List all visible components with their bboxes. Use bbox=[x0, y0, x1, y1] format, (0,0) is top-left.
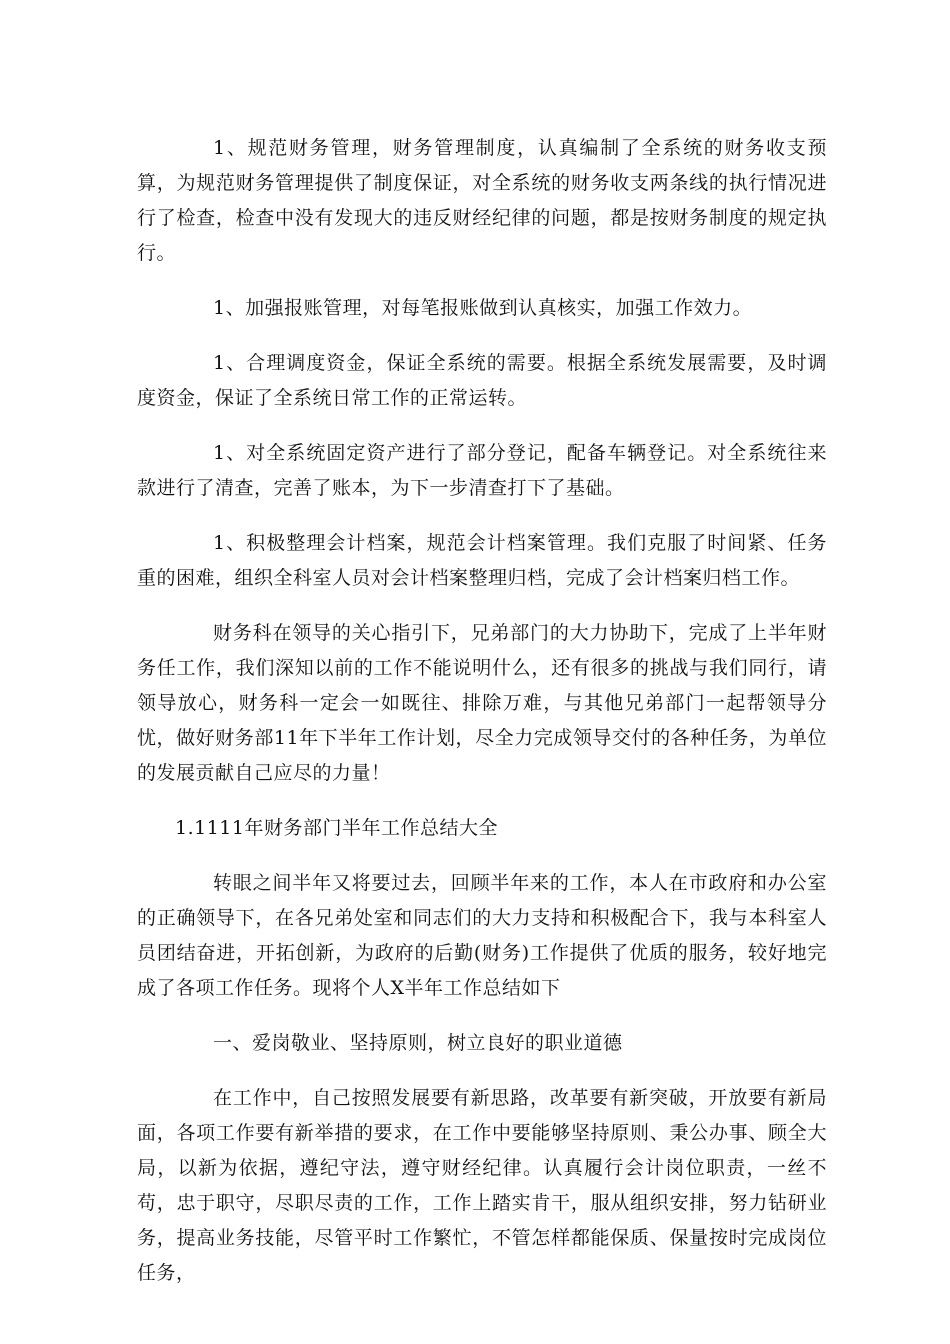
paragraph-fixed-assets: 1、对全系统固定资产进行了部分登记，配备车辆登记。对全系统往来款进行了清查，完善了账本，为下一步清查打下了基础。 bbox=[137, 442, 827, 499]
paragraph-accounting-archives: 1、积极整理会计档案，规范会计档案管理。我们克服了时间紧、任务重的困难，组织全科室人员对会计档案整理归档，完成了会计档案归档工作。 bbox=[137, 532, 827, 589]
paragraph-introduction: 转眼之间半年又将要过去，回顾半年来的工作，本人在市政府和办公室的正确领导下，在各兄弟处室和同志们的大力支持和积极配合下，我与本科室人员团结奋进，开拓创新，为政府的后勤(财务)工作提供了优质的服务，较好地完成了各项工作任务。现将个人X半年工作总结如下 bbox=[137, 872, 827, 999]
paragraph-fund-dispatch: 1、合理调度资金，保证全系统的需要。根据全系统发展需要，及时调度资金，保证了全系统日常工作的正常运转。 bbox=[137, 352, 827, 409]
document-body bbox=[137, 131, 827, 1311]
paragraph-finance-management: 1、规范财务管理，财务管理制度，认真编制了全系统的财务收支预算，为规范财务管理提供了制度保证，对全系统的财务收支两条线的执行情况进行了检查，检查中没有发现大的违反财经纪律的问题，都是按财务制度的规定执行。 bbox=[137, 137, 827, 264]
paragraph-conclusion: 财务科在领导的关心指引下，兄弟部门的大力协助下，完成了上半年财务任工作，我们深知以前的工作不能说明什么，还有很多的挑战与我们同行，请领导放心，财务科一定会一如既往、排除万难，与其他兄弟部门一起帮领导分忧，做好财务部11年下半年工作计划，尽全力完成领导交付的各种任务，为单位的发展贡献自己应尽的力量！ bbox=[137, 622, 827, 784]
paragraph-work-ethics: 在工作中，自己按照发展要有新思路，改革要有新突破，开放要有新局面，各项工作要有新举措的要求，在工作中要能够坚持原则、秉公办事、顾全大局，以新为依据，遵纪守法，遵守财经纪律。认真履行会计岗位职责，一丝不苟，忠于职守，尽职尽责的工作，工作上踏实肯干，服从组织安排，努力钻研业务，提高业务技能，尽管平时工作繁忙，不管怎样都能保质、保量按时完成岗位任务， bbox=[137, 1087, 827, 1284]
subsection-heading: 一、爱岗敬业、坚持原则，树立良好的职业道德 bbox=[213, 1032, 623, 1054]
section-heading: 1.1111年财务部门半年工作总结大全 bbox=[175, 817, 498, 839]
paragraph-reimbursement: 1、加强报账管理，对每笔报账做到认真核实，加强工作效力。 bbox=[213, 297, 753, 319]
